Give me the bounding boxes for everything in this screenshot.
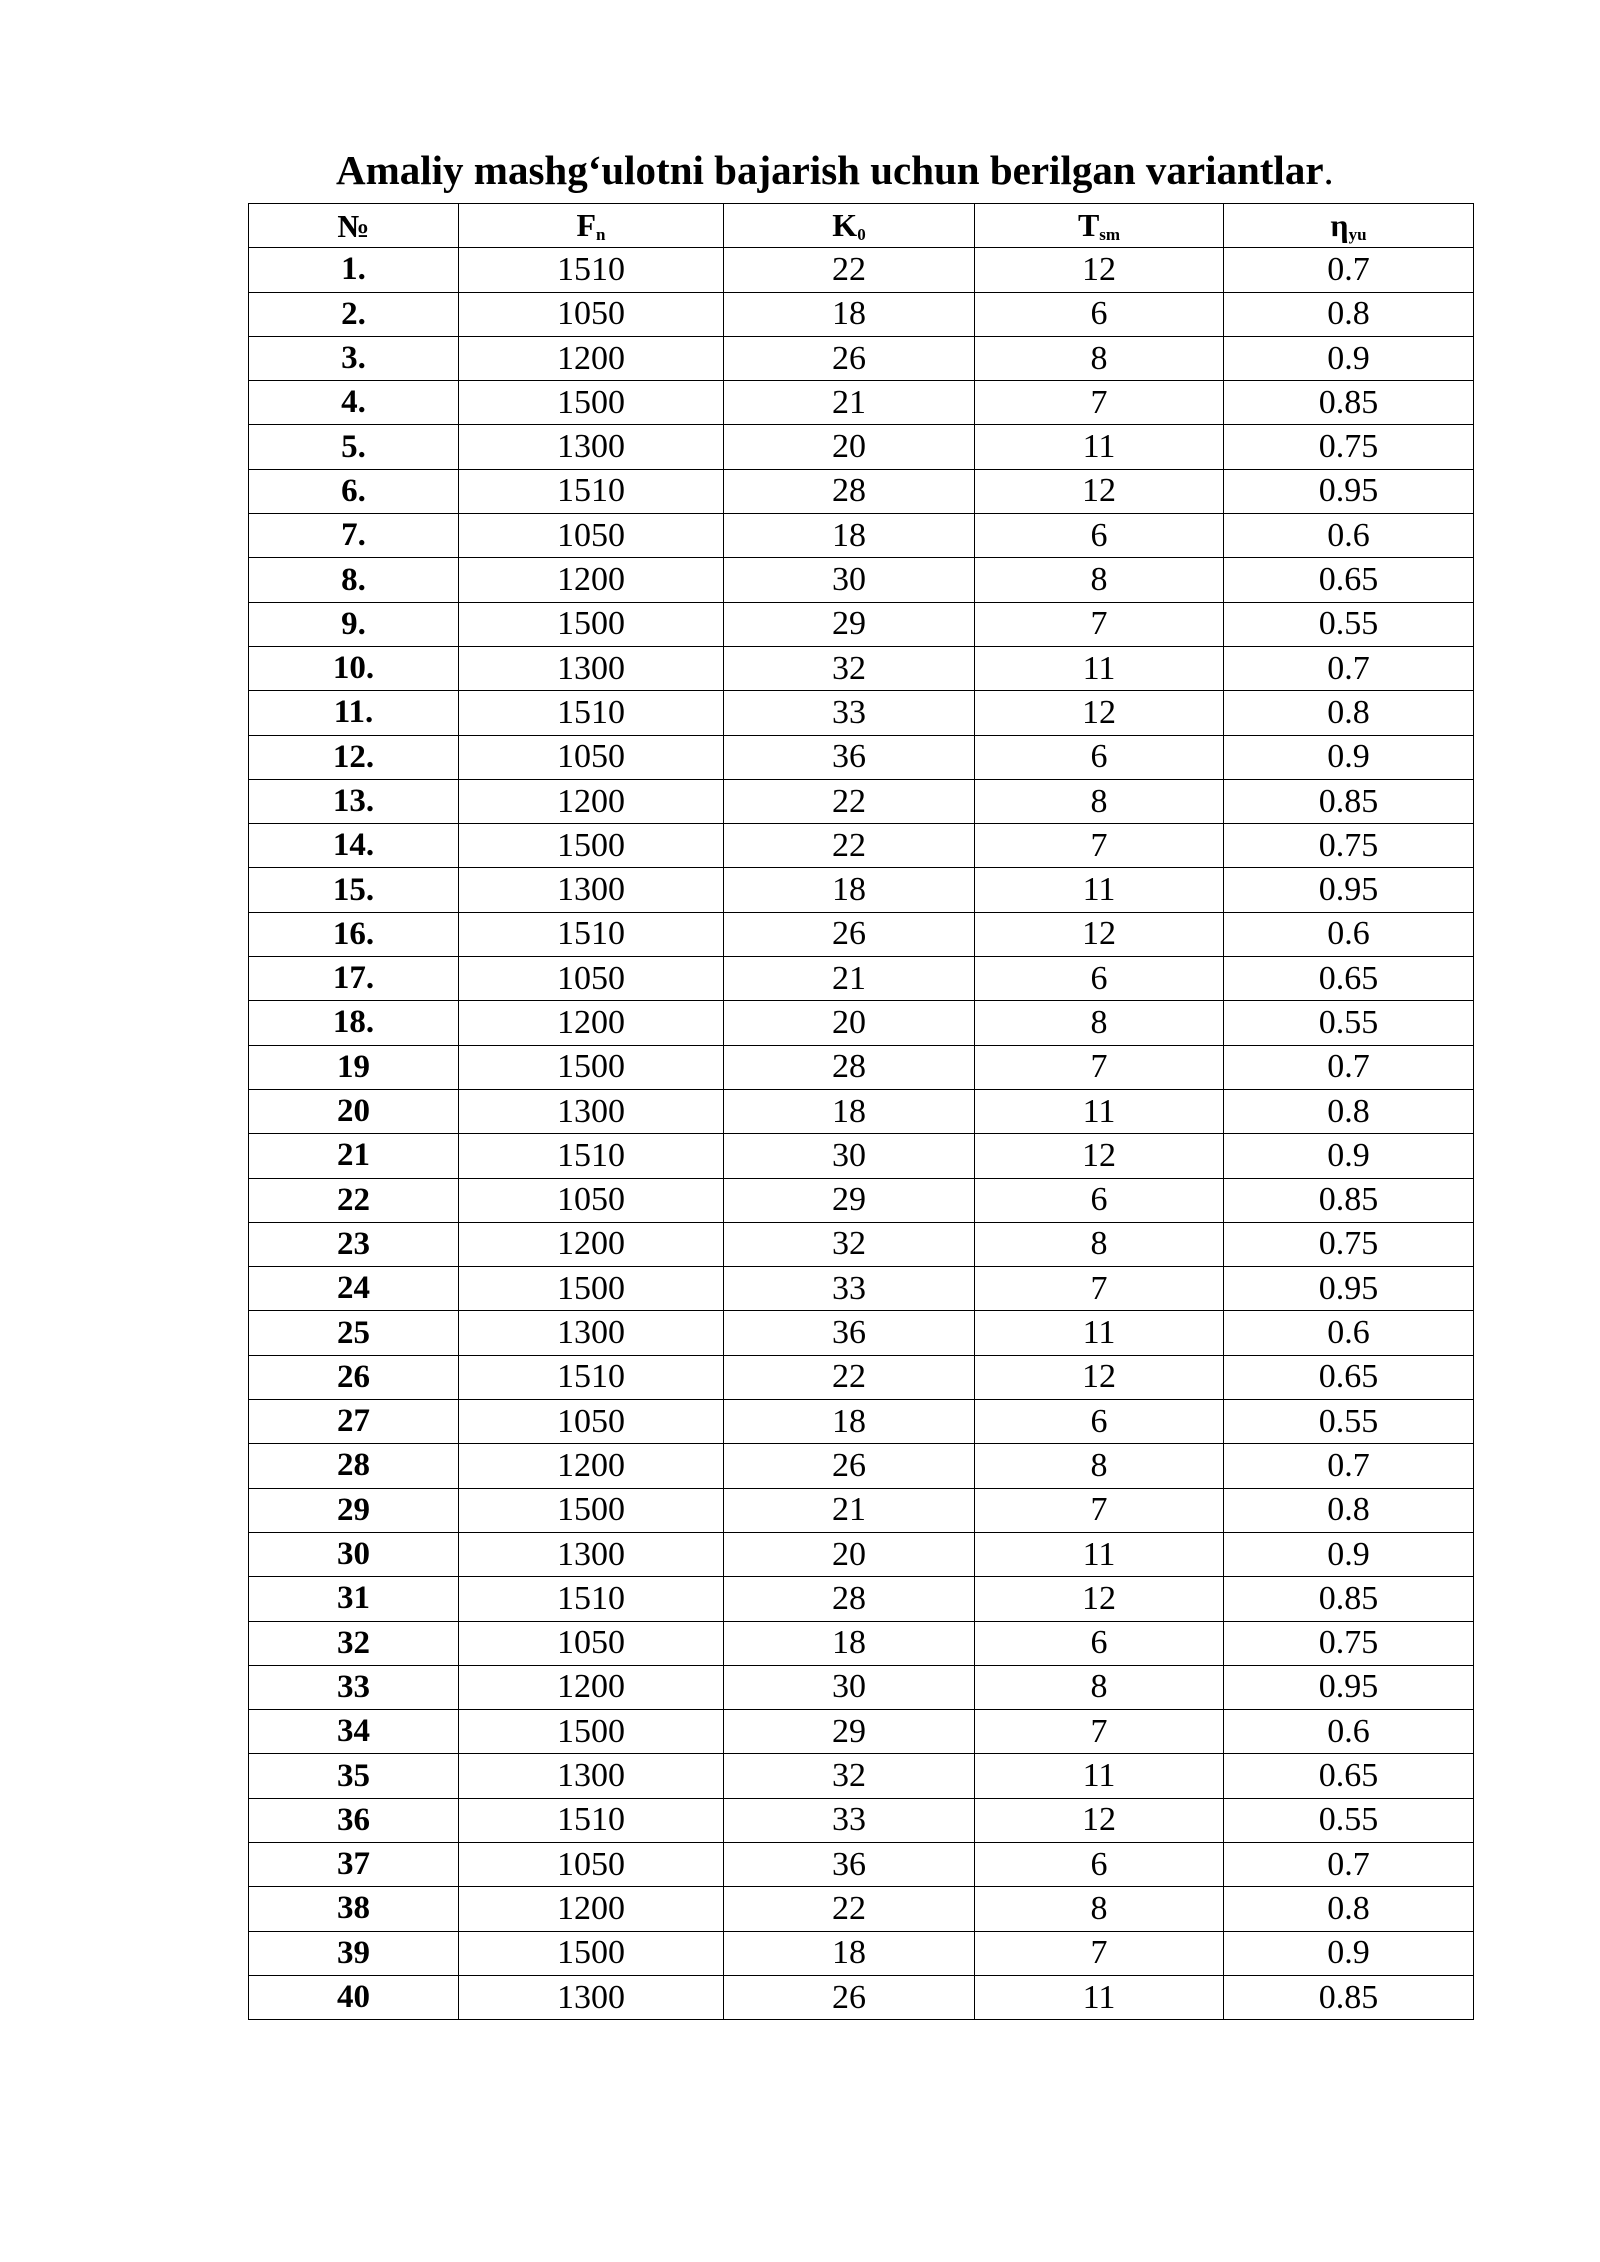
eta-value: 0.75 [1224, 425, 1474, 469]
fn-value: 1200 [459, 558, 724, 602]
variant-number: 40 [249, 1975, 459, 2019]
tsm-value: 7 [975, 1710, 1224, 1754]
tsm-value: 7 [975, 1931, 1224, 1975]
table-row [249, 1975, 1474, 2019]
table-header [249, 204, 1474, 248]
header-row [249, 204, 1474, 248]
fn-value: 1500 [459, 1267, 724, 1311]
k0-value: 18 [724, 1931, 975, 1975]
variant-number: 36 [249, 1798, 459, 1842]
table-row [249, 1134, 1474, 1178]
variant-number: 8. [249, 558, 459, 602]
eta-value: 0.9 [1224, 735, 1474, 779]
variant-number: 12. [249, 735, 459, 779]
eta-value: 0.85 [1224, 1577, 1474, 1621]
fn-value: 1200 [459, 1665, 724, 1709]
variant-number: 7. [249, 514, 459, 558]
k0-value: 18 [724, 292, 975, 336]
eta-value: 0.55 [1224, 602, 1474, 646]
tsm-value: 7 [975, 1267, 1224, 1311]
fn-value: 1500 [459, 824, 724, 868]
k0-value: 29 [724, 1178, 975, 1222]
tsm-value: 11 [975, 1975, 1224, 2019]
tsm-value: 8 [975, 1887, 1224, 1931]
fn-value: 1200 [459, 1001, 724, 1045]
table-row [249, 1222, 1474, 1266]
variant-number: 23 [249, 1222, 459, 1266]
variant-number: 16. [249, 912, 459, 956]
table-row [249, 1577, 1474, 1621]
table-row [249, 1045, 1474, 1089]
table-row [249, 1001, 1474, 1045]
tsm-value: 11 [975, 868, 1224, 912]
tsm-value: 7 [975, 824, 1224, 868]
fn-value: 1050 [459, 735, 724, 779]
fn-value: 1200 [459, 336, 724, 380]
k0-value: 18 [724, 1621, 975, 1665]
fn-value: 1300 [459, 1311, 724, 1355]
table-row [249, 381, 1474, 425]
eta-value: 0.6 [1224, 1311, 1474, 1355]
tsm-value: 12 [975, 1355, 1224, 1399]
k0-value: 30 [724, 558, 975, 602]
k0-value: 33 [724, 1798, 975, 1842]
k0-value: 18 [724, 868, 975, 912]
k0-value: 26 [724, 1975, 975, 2019]
fn-value: 1300 [459, 1975, 724, 2019]
eta-value: 0.95 [1224, 1665, 1474, 1709]
eta-value: 0.7 [1224, 248, 1474, 292]
k0-value: 36 [724, 735, 975, 779]
tsm-value: 8 [975, 558, 1224, 602]
k0-value: 22 [724, 1887, 975, 1931]
k0-value: 29 [724, 602, 975, 646]
tsm-value: 12 [975, 691, 1224, 735]
table-row [249, 558, 1474, 602]
eta-value: 0.7 [1224, 1842, 1474, 1886]
eta-value: 0.9 [1224, 1532, 1474, 1576]
table-row [249, 1621, 1474, 1665]
tsm-value: 11 [975, 425, 1224, 469]
fn-value: 1500 [459, 1045, 724, 1089]
eta-value: 0.7 [1224, 646, 1474, 690]
k0-value: 28 [724, 1045, 975, 1089]
variant-number: 4. [249, 381, 459, 425]
k0-value: 36 [724, 1311, 975, 1355]
k0-value: 20 [724, 425, 975, 469]
tsm-value: 6 [975, 957, 1224, 1001]
k0-value: 28 [724, 469, 975, 513]
variant-number: 35 [249, 1754, 459, 1798]
k0-value: 22 [724, 248, 975, 292]
eta-value: 0.65 [1224, 558, 1474, 602]
eta-value: 0.6 [1224, 514, 1474, 558]
k0-value: 32 [724, 1754, 975, 1798]
eta-value: 0.55 [1224, 1001, 1474, 1045]
eta-value: 0.8 [1224, 1887, 1474, 1931]
tsm-value: 8 [975, 1444, 1224, 1488]
eta-value: 0.8 [1224, 691, 1474, 735]
variant-number: 1. [249, 248, 459, 292]
variant-number: 19 [249, 1045, 459, 1089]
tsm-value: 12 [975, 1577, 1224, 1621]
k0-value: 21 [724, 1488, 975, 1532]
variant-number: 31 [249, 1577, 459, 1621]
table-row [249, 469, 1474, 513]
table-row [249, 1931, 1474, 1975]
fn-value: 1500 [459, 602, 724, 646]
table-row [249, 1444, 1474, 1488]
fn-value: 1050 [459, 292, 724, 336]
fn-value: 1510 [459, 912, 724, 956]
table-row [249, 779, 1474, 823]
k0-value: 32 [724, 646, 975, 690]
eta-value: 0.8 [1224, 292, 1474, 336]
table-row [249, 602, 1474, 646]
eta-value: 0.8 [1224, 1089, 1474, 1133]
variant-number: 27 [249, 1400, 459, 1444]
fn-value: 1050 [459, 957, 724, 1001]
table-row [249, 691, 1474, 735]
tsm-value: 6 [975, 735, 1224, 779]
fn-value: 1300 [459, 1532, 724, 1576]
table-row [249, 1887, 1474, 1931]
eta-value: 0.55 [1224, 1400, 1474, 1444]
eta-value: 0.75 [1224, 1621, 1474, 1665]
variant-number: 14. [249, 824, 459, 868]
fn-value: 1300 [459, 425, 724, 469]
variant-number: 26 [249, 1355, 459, 1399]
k0-value: 32 [724, 1222, 975, 1266]
k0-value: 26 [724, 1444, 975, 1488]
tsm-value: 7 [975, 381, 1224, 425]
variant-number: 30 [249, 1532, 459, 1576]
table-row [249, 1355, 1474, 1399]
fn-value: 1500 [459, 381, 724, 425]
fn-value: 1050 [459, 1178, 724, 1222]
fn-value: 1510 [459, 1577, 724, 1621]
header-number: № [249, 204, 459, 248]
table-row [249, 1710, 1474, 1754]
variant-number: 34 [249, 1710, 459, 1754]
tsm-value: 11 [975, 646, 1224, 690]
k0-value: 30 [724, 1665, 975, 1709]
fn-value: 1500 [459, 1710, 724, 1754]
eta-value: 0.9 [1224, 336, 1474, 380]
eta-value: 0.7 [1224, 1444, 1474, 1488]
k0-value: 18 [724, 1400, 975, 1444]
variant-number: 6. [249, 469, 459, 513]
variant-number: 10. [249, 646, 459, 690]
fn-value: 1500 [459, 1488, 724, 1532]
fn-value: 1510 [459, 1798, 724, 1842]
eta-value: 0.9 [1224, 1134, 1474, 1178]
table-row [249, 425, 1474, 469]
k0-value: 18 [724, 514, 975, 558]
eta-value: 0.9 [1224, 1931, 1474, 1975]
fn-value: 1510 [459, 691, 724, 735]
fn-value: 1300 [459, 868, 724, 912]
fn-value: 1200 [459, 779, 724, 823]
tsm-value: 11 [975, 1089, 1224, 1133]
variant-number: 2. [249, 292, 459, 336]
table-row [249, 824, 1474, 868]
page-title-period: . [1323, 147, 1334, 193]
table-row [249, 1798, 1474, 1842]
table-row [249, 1842, 1474, 1886]
variant-number: 38 [249, 1887, 459, 1931]
tsm-value: 8 [975, 779, 1224, 823]
table-body [249, 248, 1474, 2020]
tsm-value: 8 [975, 1222, 1224, 1266]
k0-value: 21 [724, 957, 975, 1001]
tsm-value: 8 [975, 1665, 1224, 1709]
variant-number: 9. [249, 602, 459, 646]
tsm-value: 11 [975, 1311, 1224, 1355]
header-fn: $F_n$ [459, 204, 724, 248]
tsm-value: 6 [975, 1842, 1224, 1886]
variants-table [248, 203, 1474, 2020]
k0-value: 29 [724, 1710, 975, 1754]
eta-value: 0.65 [1224, 1355, 1474, 1399]
table-row [249, 1665, 1474, 1709]
k0-value: 20 [724, 1001, 975, 1045]
table-row [249, 1532, 1474, 1576]
eta-value: 0.95 [1224, 1267, 1474, 1311]
tsm-value: 6 [975, 1178, 1224, 1222]
table-row [249, 1311, 1474, 1355]
eta-value: 0.65 [1224, 957, 1474, 1001]
fn-value: 1050 [459, 1621, 724, 1665]
k0-value: 26 [724, 912, 975, 956]
variant-number: 24 [249, 1267, 459, 1311]
eta-value: 0.85 [1224, 1975, 1474, 2019]
fn-value: 1200 [459, 1222, 724, 1266]
k0-value: 33 [724, 1267, 975, 1311]
k0-value: 22 [724, 1355, 975, 1399]
variant-number: 33 [249, 1665, 459, 1709]
table-row [249, 646, 1474, 690]
k0-value: 18 [724, 1089, 975, 1133]
k0-value: 33 [724, 691, 975, 735]
fn-value: 1300 [459, 646, 724, 690]
table-row [249, 1089, 1474, 1133]
k0-value: 28 [724, 1577, 975, 1621]
table-row [249, 957, 1474, 1001]
fn-value: 1510 [459, 1134, 724, 1178]
table-row [249, 1400, 1474, 1444]
eta-value: 0.85 [1224, 381, 1474, 425]
fn-value: 1050 [459, 1842, 724, 1886]
table-row [249, 292, 1474, 336]
variant-number: 15. [249, 868, 459, 912]
header-k0: $K_0$ [724, 204, 975, 248]
table-row [249, 735, 1474, 779]
eta-value: 0.75 [1224, 824, 1474, 868]
variant-number: 25 [249, 1311, 459, 1355]
page-title-text: Amaliy mashg‘ulotni bajarish uchun berilgan variantlar [336, 147, 1324, 193]
variant-number: 21 [249, 1134, 459, 1178]
variant-number: 37 [249, 1842, 459, 1886]
k0-value: 22 [724, 779, 975, 823]
table-row [249, 1488, 1474, 1532]
tsm-value: 7 [975, 1045, 1224, 1089]
fn-value: 1200 [459, 1444, 724, 1488]
eta-value: 0.8 [1224, 1488, 1474, 1532]
tsm-value: 11 [975, 1754, 1224, 1798]
variant-number: 11. [249, 691, 459, 735]
fn-value: 1300 [459, 1089, 724, 1133]
tsm-value: 6 [975, 1400, 1224, 1444]
eta-value: 0.95 [1224, 469, 1474, 513]
k0-value: 20 [724, 1532, 975, 1576]
k0-value: 26 [724, 336, 975, 380]
header-tsm: $T_{sm}$ [975, 204, 1224, 248]
page-title [336, 147, 1334, 193]
k0-value: 30 [724, 1134, 975, 1178]
eta-value: 0.6 [1224, 1710, 1474, 1754]
fn-value: 1050 [459, 1400, 724, 1444]
variant-number: 29 [249, 1488, 459, 1532]
tsm-value: 12 [975, 912, 1224, 956]
fn-value: 1200 [459, 1887, 724, 1931]
fn-value: 1510 [459, 248, 724, 292]
variant-number: 13. [249, 779, 459, 823]
variant-number: 22 [249, 1178, 459, 1222]
tsm-value: 8 [975, 1001, 1224, 1045]
variant-number: 17. [249, 957, 459, 1001]
eta-value: 0.7 [1224, 1045, 1474, 1089]
k0-value: 36 [724, 1842, 975, 1886]
fn-value: 1500 [459, 1931, 724, 1975]
fn-value: 1510 [459, 1355, 724, 1399]
eta-value: 0.85 [1224, 779, 1474, 823]
eta-value: 0.55 [1224, 1798, 1474, 1842]
fn-value: 1050 [459, 514, 724, 558]
tsm-value: 12 [975, 1134, 1224, 1178]
table-row [249, 1754, 1474, 1798]
variant-number: 3. [249, 336, 459, 380]
k0-value: 21 [724, 381, 975, 425]
variant-number: 18. [249, 1001, 459, 1045]
k0-value: 22 [724, 824, 975, 868]
variant-number: 28 [249, 1444, 459, 1488]
tsm-value: 11 [975, 1532, 1224, 1576]
tsm-value: 12 [975, 248, 1224, 292]
eta-value: 0.95 [1224, 868, 1474, 912]
table-row [249, 868, 1474, 912]
variant-number: 32 [249, 1621, 459, 1665]
eta-value: 0.85 [1224, 1178, 1474, 1222]
fn-value: 1510 [459, 469, 724, 513]
eta-value: 0.6 [1224, 912, 1474, 956]
table-row [249, 912, 1474, 956]
table-row [249, 1178, 1474, 1222]
table-row [249, 248, 1474, 292]
eta-value: 0.65 [1224, 1754, 1474, 1798]
tsm-value: 7 [975, 1488, 1224, 1532]
table-row [249, 336, 1474, 380]
variant-number: 39 [249, 1931, 459, 1975]
tsm-value: 6 [975, 292, 1224, 336]
table-row [249, 514, 1474, 558]
tsm-value: 12 [975, 1798, 1224, 1842]
tsm-value: 8 [975, 336, 1224, 380]
header-eta: $\eta_{yu}$ [1224, 204, 1474, 248]
tsm-value: 6 [975, 514, 1224, 558]
tsm-value: 12 [975, 469, 1224, 513]
eta-value: 0.75 [1224, 1222, 1474, 1266]
variant-number: 20 [249, 1089, 459, 1133]
variant-number: 5. [249, 425, 459, 469]
fn-value: 1300 [459, 1754, 724, 1798]
table-row [249, 1267, 1474, 1311]
tsm-value: 7 [975, 602, 1224, 646]
tsm-value: 6 [975, 1621, 1224, 1665]
